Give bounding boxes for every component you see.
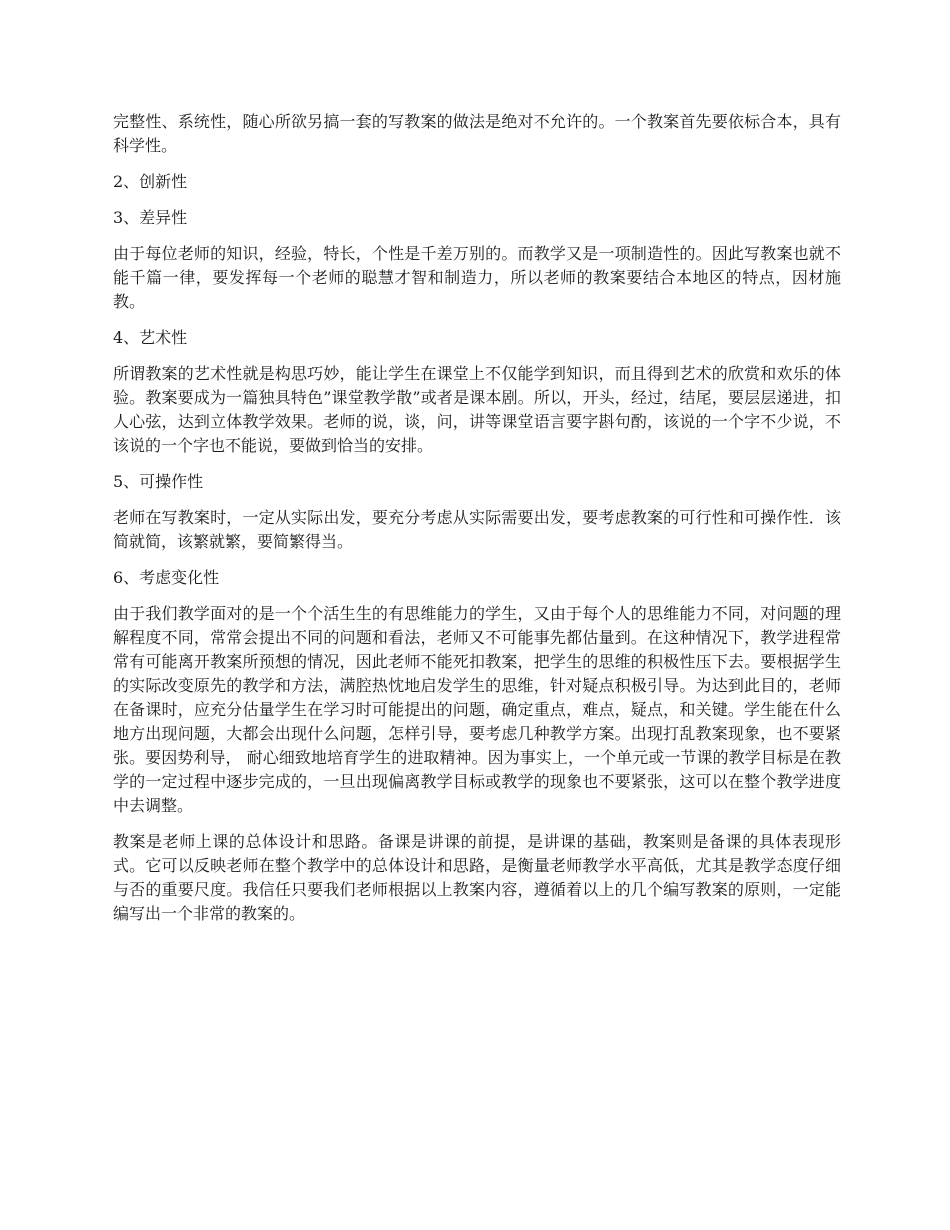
paragraph-intro-continuation: 完整性、系统性，随心所欲另搞一套的写教案的做法是绝对不允许的。一个教案首先要依标合本，具有科学性。	[113, 112, 841, 155]
heading-variability: 6、考虑变化性	[113, 568, 220, 587]
paragraph-difference: 由于每位老师的知识，经验，特长，个性是千差万别的。而教学又是一项制造性的。因此写教案也就不能千篇一律，要发挥每一个老师的聪慧才智和制造力，所以老师的教案要结合本地区的特点，因材施教。	[113, 244, 841, 311]
heading-innovation: 2、创新性	[113, 172, 188, 191]
heading-difference: 3、差异性	[113, 208, 188, 227]
paragraph-operability: 老师在写教案时，一定从实际出发，要充分考虑从实际需要出发，要考虑教案的可行性和可操作性．该简就简，该繁就繁，要简繁得当。	[113, 508, 841, 551]
paragraph-variability: 由于我们教学面对的是一个个活生生的有思维能力的学生，又由于每个人的思维能力不同，对问题的理解程度不同，常常会提出不同的问题和看法，老师又不可能事先都估量到。在这种情况下，教学进程常常有可能离开教案所预想的情况，因此老师不能死扣教案，把学生的思维的积极性压下去。要根据学生的实际改变原先的教学和方法，满腔热忱地启发学生的思维，针对疑点积极引导。为达到此目的，老师在备课时，应充分估量学生在学习时可能提出的问题，确定重点，难点，疑点，和关键。学生能在什么地方出现问题，大都会出现什么问题，怎样引导，要考虑几种教学方案。出现打乱教案现象，也不要紧张。要因势利导， 耐心细致地培育学生的进取精神。因为事实上，一个单元或一节课的教学目标是在教学的一定过程中逐步完成的，一旦出现偏离教学目标或教学的现象也不要紧张，这可以在整个教学进度中去调整。	[113, 604, 841, 815]
paragraph-artistry: 所谓教案的艺术性就是构思巧妙，能让学生在课堂上不仅能学到知识，而且得到艺术的欣赏和欢乐的体验。教案要成为一篇独具特色”课堂教学散”或者是课本剧。所以，开头，经过，结尾，要层层递进，扣人心弦，达到立体教学效果。老师的说，谈，问，讲等课堂语言要字斟句酌，该说的一个字不少说，不该说的一个字也不能说，要做到恰当的安排。	[113, 364, 841, 455]
heading-operability: 5、可操作性	[113, 472, 204, 491]
paragraph-conclusion: 教案是老师上课的总体设计和思路。备课是讲课的前提，是讲课的基础，教案则是备课的具体表现形式。它可以反映老师在整个教学中的总体设计和思路，是衡量老师教学水平高低，尤其是教学态度仔细与否的重要尺度。我信任只要我们老师根据以上教案内容，遵循着以上的几个编写教案的原则，一定能编写出一个非常的教案的。	[113, 832, 841, 923]
document-page	[113, 110, 841, 938]
heading-artistry: 4、艺术性	[113, 328, 188, 347]
